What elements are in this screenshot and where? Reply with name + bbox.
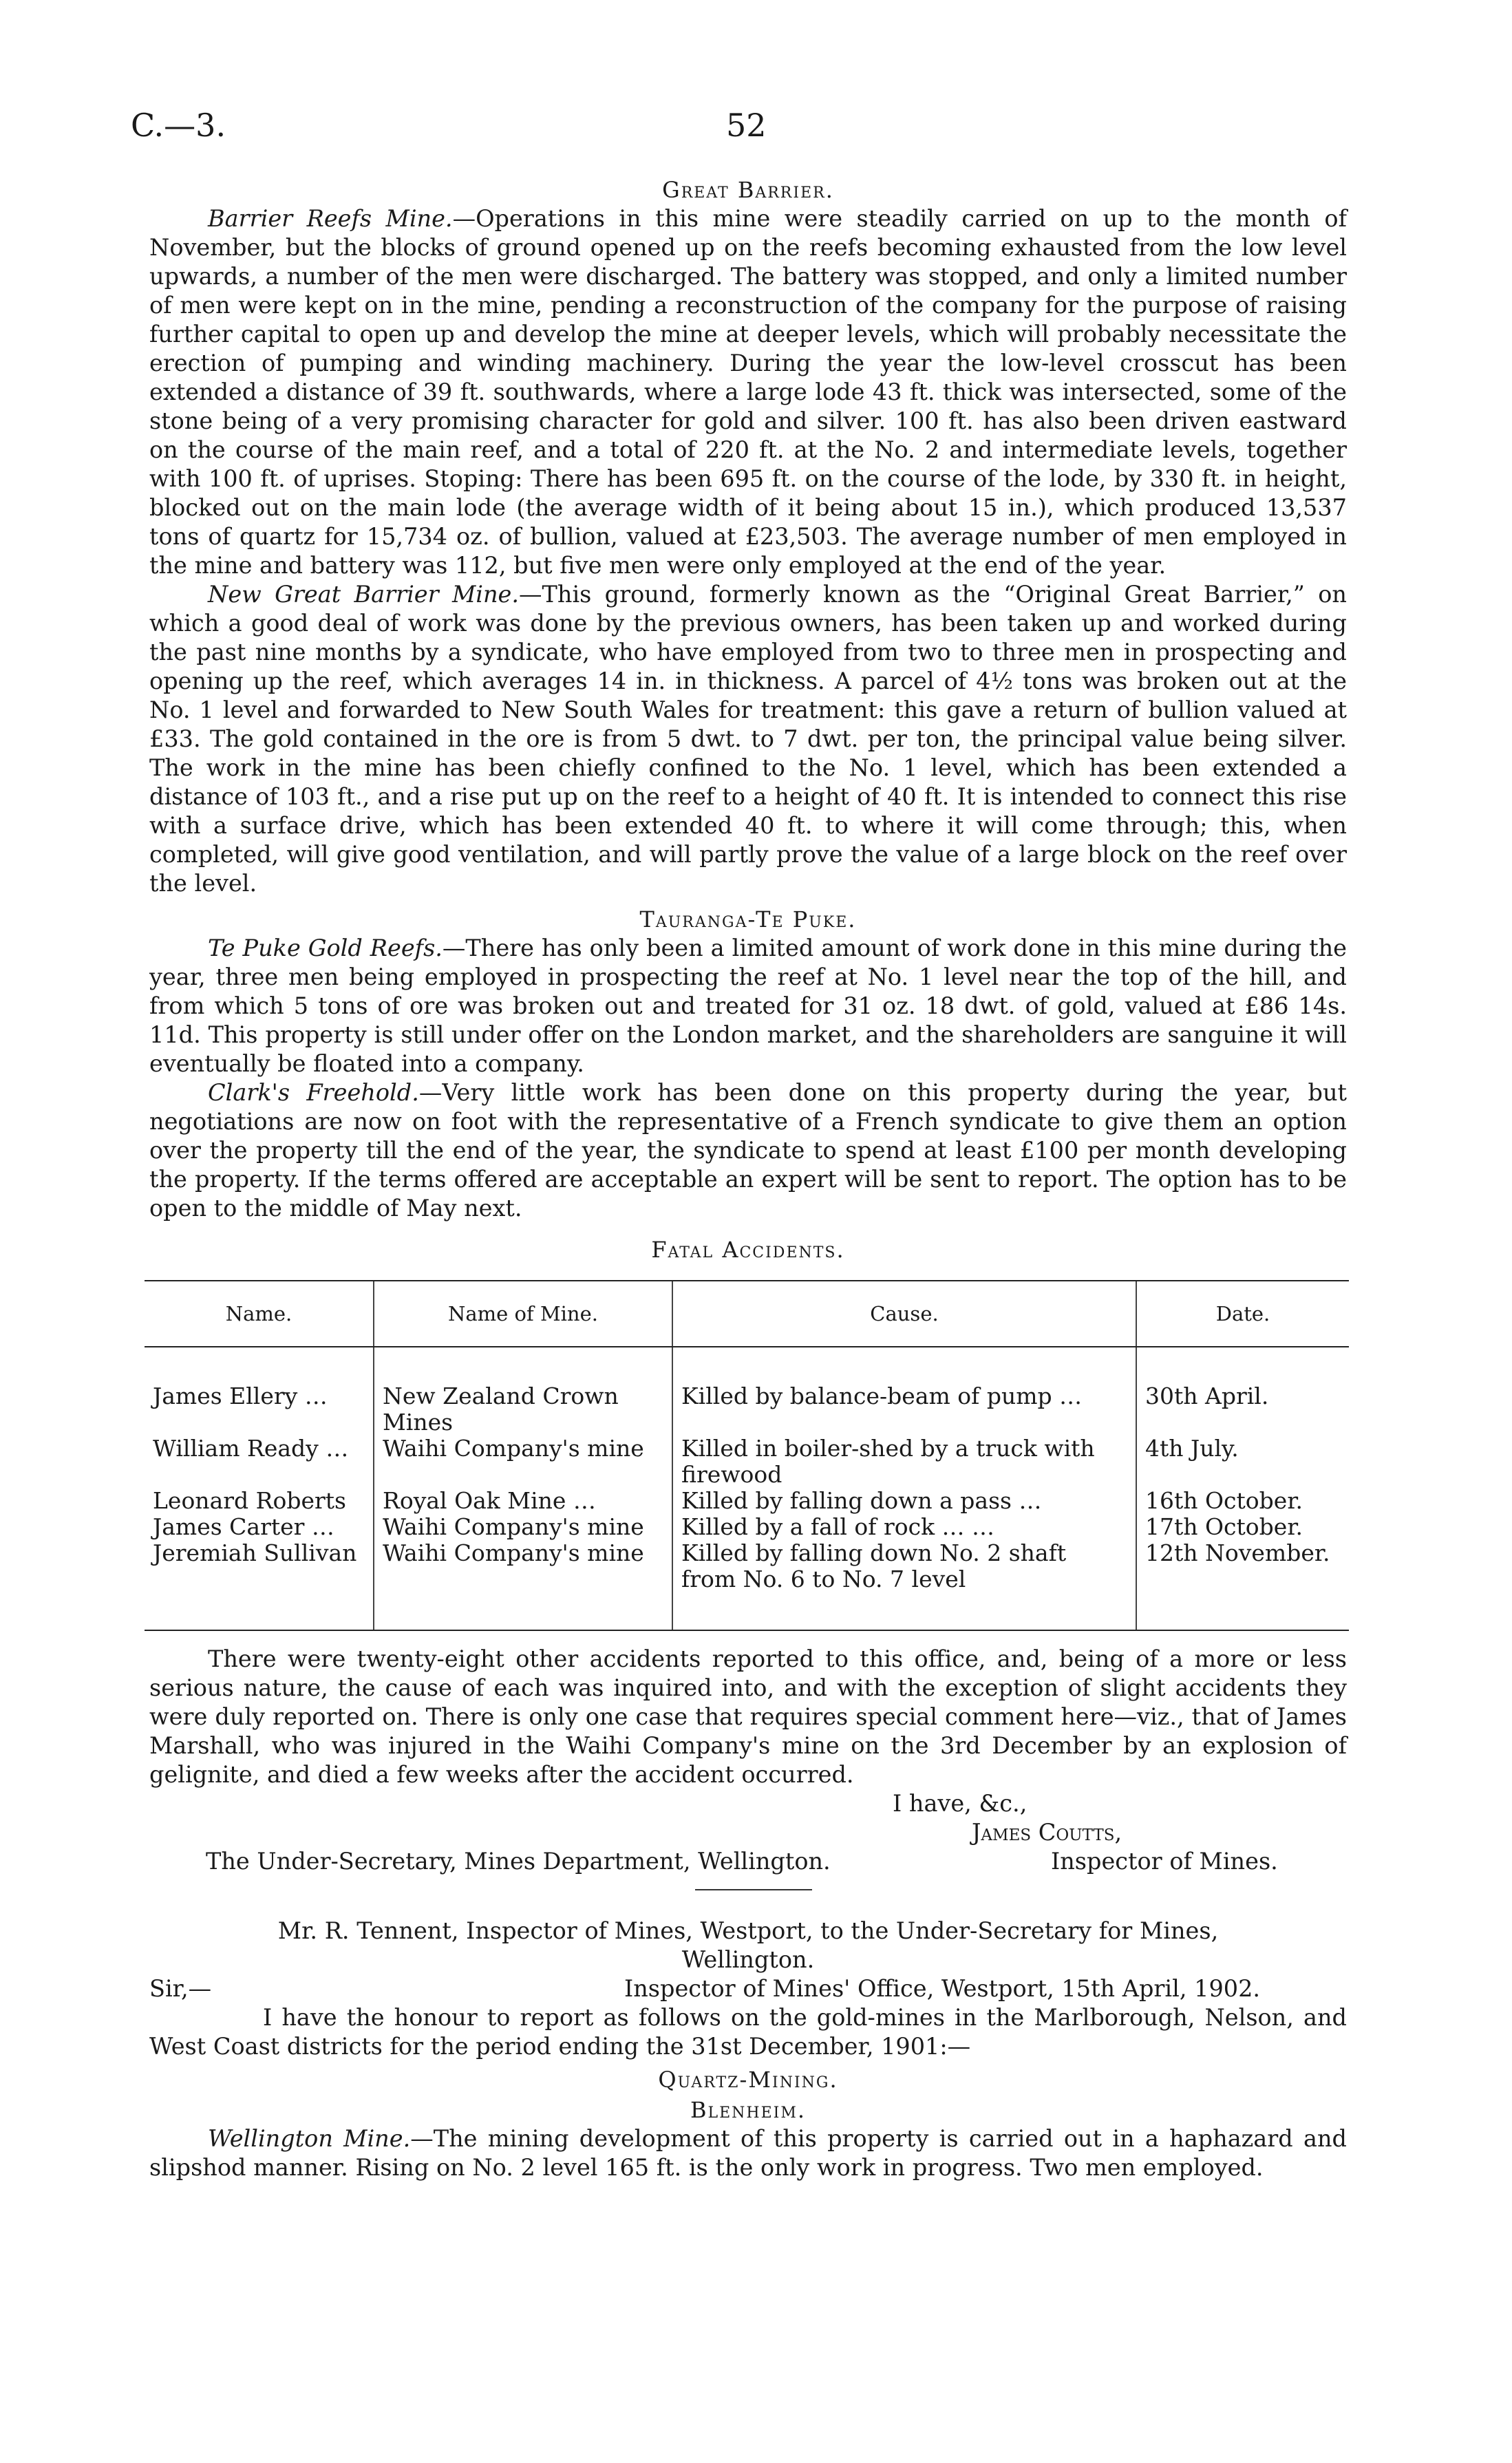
divider <box>695 1889 812 1890</box>
great-barrier-section <box>149 175 1347 898</box>
salutation-line <box>149 1974 1347 2003</box>
heading-tauranga: Tauranga-Te Puke. <box>639 906 857 932</box>
salutation: Sir,— <box>149 1975 212 2002</box>
title-new-great-barrier: New Great Barrier Mine. <box>208 581 520 608</box>
table-row: Jeremiah Sullivan Waihi Company's mine Killed by falling down No. 2 shaft from No. 6 to No. 7 level 12th November. <box>145 1540 1349 1630</box>
paragraph-intro: I have the honour to report as follows on the gold-mines in the Marlborough, Nelson, and West Coast districts for the period ending the 31st December, 1901:— <box>149 2004 1347 2060</box>
paragraph-wellington-mine: Wellington Mine.—The mining development of this property is carried out in a haphazard and slipshod manner. Rising on No. 2 level 165 ft. is the only work in progress. Two men employed. <box>149 2125 1348 2181</box>
paragraph-clarks-freehold: Clark's Freehold.—Very little work has been done on this property during the year, but negotiations are now on foot with the representative of a French syndicate to give them an option over the property till the end of the year, the syndicate to spend at least £100 per month developing the property. If the terms offered are acceptable an expert will be sent to report. The option has to be open to the middle of May next. <box>149 1079 1347 1222</box>
tauranga-section <box>149 905 1347 1223</box>
table-row: James Ellery … New Zealand Crown Mines Killed by balance-beam of pump … 30th April. <box>145 1383 1349 1436</box>
paragraph-te-puke: Te Puke Gold Reefs.—There has only been a limited amount of work done in this mine during the year, three men being employed in prospecting the reef at No. 1 level near the top of the hill, and from which 5 tons of ore was broken out and treated for 31 oz. 18 dwt. of gold, valued at £86 14s. 11d. This property is still under offer on the London market, and the shareholders are sanguine it will eventually be floated into a company. <box>149 935 1347 1077</box>
table-row: Leonard Roberts Royal Oak Mine … Killed by falling down a pass … 16th October. <box>145 1488 1349 1514</box>
col-name: Name. <box>145 1281 374 1347</box>
addressee-line <box>149 1847 1347 1876</box>
table-header-row <box>145 1281 1349 1347</box>
office-date: Inspector of Mines' Office, Westport, 15th April, 1902. <box>624 1975 1261 2002</box>
page-number: 52 <box>726 107 767 144</box>
heading-quartz-mining: Quartz-Mining. <box>658 2067 838 2093</box>
signer-name: James Coutts, <box>972 1819 1122 1846</box>
signer-title: Inspector of Mines. <box>1051 1848 1278 1875</box>
paragraph-other-accidents: There were twenty-eight other accidents reported to this office, and, being of a more or less serious nature, the cause of each was inquired into, and with the exception of slight accidents they were duly reported on. There is only one case that requires special comment here—viz., that of James Marshall, who was injured in the Waihi Company's mine on the 3rd December by an explosion of gelignite, and died a few weeks after the accident occurred. <box>149 1645 1347 1788</box>
series-code: C.—3. <box>131 107 226 144</box>
title-clarks-freehold: Clark's Freehold. <box>208 1079 419 1106</box>
paragraph-barrier-reefs: Barrier Reefs Mine.—Operations in this mine were steadily carried on up to the month of November, but the blocks of ground opened up on the reefs becoming exhausted from the low level upwards, a number of the men were discharged. The battery was stopped, and only a limited number of men were kept on in the mine, pending a reconstruction of the company for the purpose of raising further capital to open up and develop the mine at deeper levels, which will probably necessitate the erection of pumping and winding machinery. During the year the low-level crosscut has been extended a distance of 39 ft. southwards, where a large lode 43 ft. thick was intersected, some of the stone being of a very promising character for gold and silver. 100 ft. has also been driven eastward on the course of the main reef, and a total of 220 ft. at the No. 2 and intermediate levels, together with 100 ft. of uprises. Stoping: There has been 695 ft. on the course of the lode, by 330 ft. in height, blocked out on the main lode (the average width of it being about 15 in.), which produced 13,537 tons of quartz for 15,734 oz. of bullion, valued at £23,503. The average number of men employed in the mine and battery was 112, but five men were only employed at the end of the year. <box>149 205 1347 579</box>
fatal-accidents-heading-wrap <box>149 1235 1347 1264</box>
heading-fatal-accidents: Fatal Accidents. <box>651 1237 845 1263</box>
letter-header-city: Wellington. <box>681 1946 815 1973</box>
title-barrier-reefs: Barrier Reefs Mine. <box>208 205 453 232</box>
col-date: Date. <box>1136 1281 1349 1347</box>
heading-great-barrier: Great Barrier. <box>662 177 834 203</box>
title-te-puke: Te Puke Gold Reefs. <box>208 935 443 961</box>
addressee: The Under-Secretary, Mines Department, Wellington. <box>206 1848 831 1875</box>
col-cause: Cause. <box>672 1281 1136 1347</box>
fatal-accidents-table <box>145 1280 1349 1631</box>
table-row: William Ready … Waihi Company's mine Killed in boiler-shed by a truck with firewood 4th July. <box>145 1436 1349 1488</box>
paragraph-new-great-barrier: New Great Barrier Mine.—This ground, formerly known as the “Original Great Barrier,” on which a good deal of work was done by the previous owners, has been taken up and worked during the past nine months by a syndicate, who have employed from two to three men in prospecting and opening up the reef, which averages 14 in. in thickness. A parcel of 4½ tons was broken out at the No. 1 level and forwarded to New South Wales for treatment: this gave a return of bullion valued at £33. The gold contained in the ore is from 5 dwt. to 7 dwt. per ton, the principal value being silver. The work in the mine has been chiefly confined to the No. 1 level, which has been extended a distance of 103 ft., and a rise put up on the reef to a height of 40 ft. It is intended to connect this rise with a surface drive, which has been extended 40 ft. to where it will come through; this, when completed, will give good ventilation, and will partly prove the value of a large block on the reef over the level. <box>149 581 1347 897</box>
letter-header: Mr. R. Tennent, Inspector of Mines, Westport, to the Under-Secretary for Mines, <box>277 1917 1219 1944</box>
table-row: James Carter … Waihi Company's mine Killed by a fall of rock … … 17th October. <box>145 1514 1349 1540</box>
title-wellington-mine: Wellington Mine. <box>208 2125 411 2152</box>
letter-section <box>149 1917 1347 2182</box>
heading-blenheim: Blenheim. <box>690 2097 807 2123</box>
closing-section <box>149 1645 1347 1876</box>
col-mine: Name of Mine. <box>374 1281 672 1347</box>
i-have: I have, &c., <box>893 1790 1027 1817</box>
